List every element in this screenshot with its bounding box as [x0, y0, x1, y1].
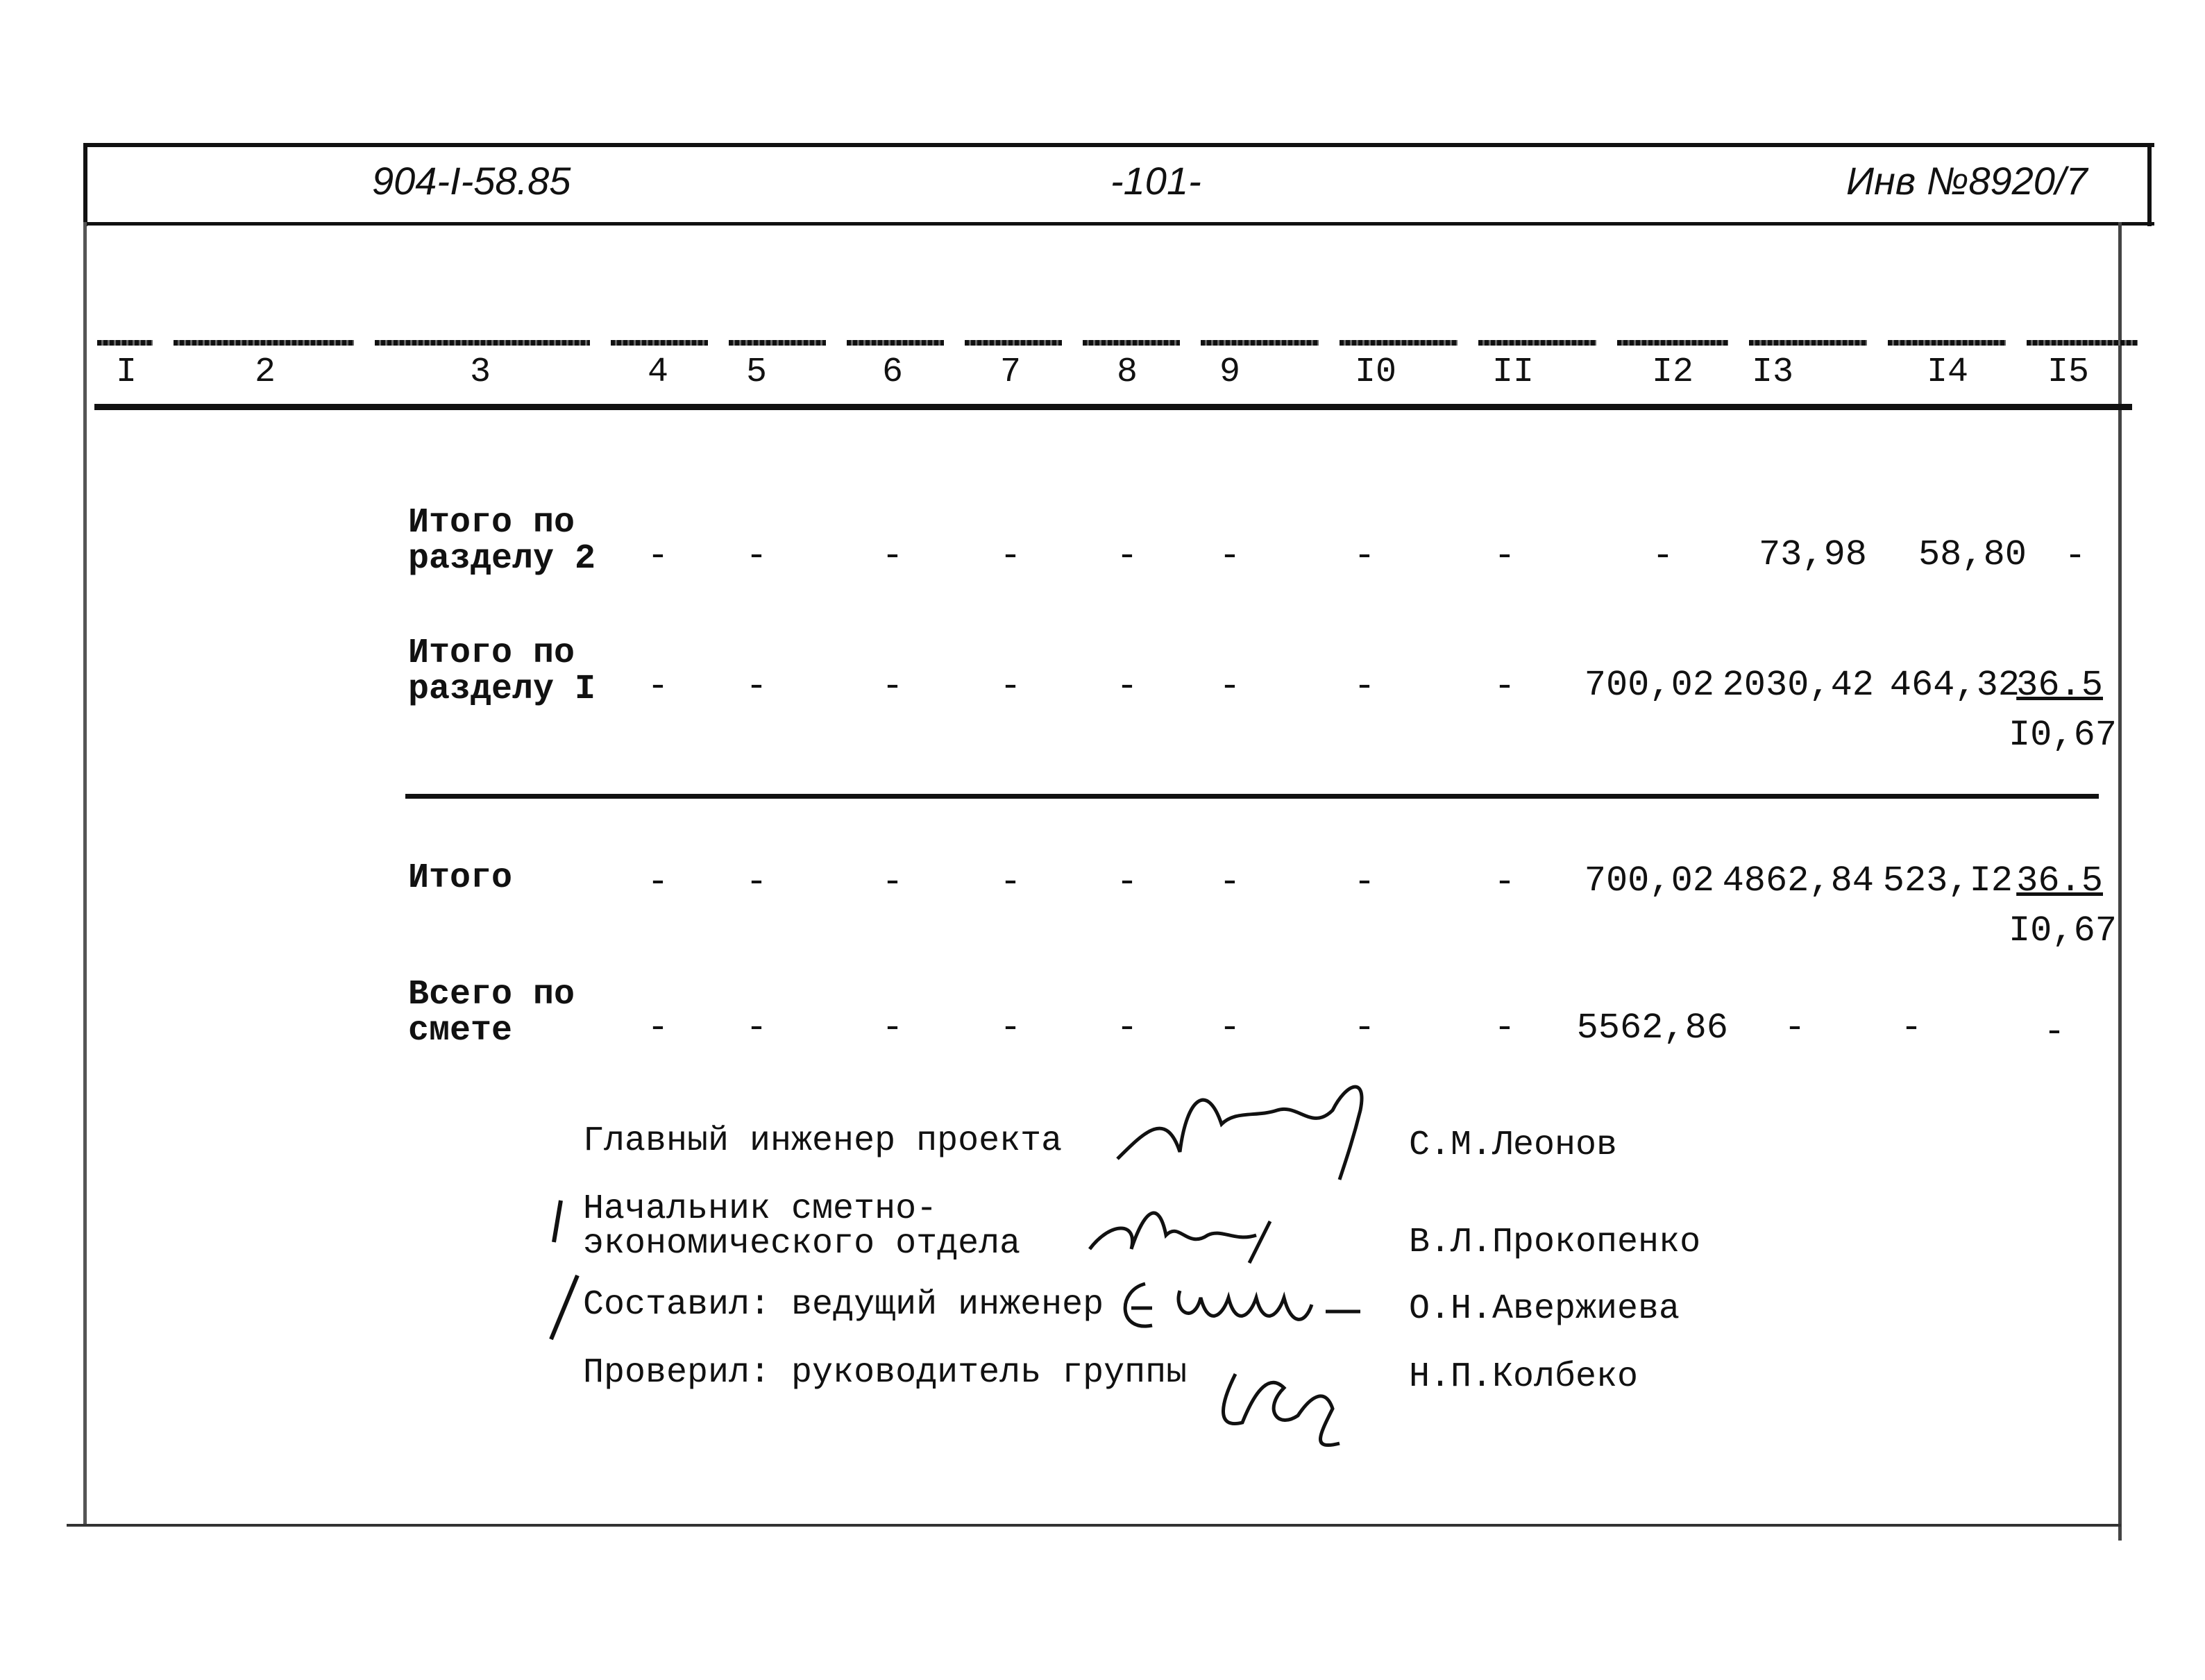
column-header-mark [1749, 340, 1867, 346]
column-header-mark [611, 340, 708, 346]
table-cell: - [1353, 666, 1376, 707]
column-number: 8 [1116, 353, 1138, 392]
column-header-mark [847, 340, 944, 346]
table-cell: - [647, 666, 669, 707]
signature-scribble [1104, 1069, 1395, 1187]
table-cell: - [881, 666, 904, 707]
table-cell: - [1116, 1008, 1138, 1049]
signature-name: О.Н.Авержиева [1409, 1289, 1680, 1329]
doc-code: 904-I-58.85 [372, 159, 571, 203]
column-header-mark [1201, 340, 1319, 346]
table-cell: - [745, 536, 768, 577]
column-number: 2 [254, 353, 276, 392]
table-cell: 700,02 [1584, 665, 1714, 706]
table-cell: - [1116, 666, 1138, 707]
table-cell: - [1784, 1008, 1806, 1049]
subtotal-rule [405, 794, 2099, 799]
column-number: 6 [881, 353, 903, 392]
table-cell: - [999, 536, 1022, 577]
column-header-mark [2027, 340, 2138, 346]
fraction-numerator: 36.5 [2016, 860, 2103, 901]
signature-scribble [1208, 1346, 1374, 1457]
column-number: I3 [1751, 353, 1793, 392]
table-cell: - [999, 1008, 1022, 1049]
table-cell: - [999, 666, 1022, 707]
column-number: 4 [647, 353, 668, 392]
table-cell: - [1900, 1008, 1923, 1049]
row-label: Итого по разделу I [408, 634, 596, 709]
column-number: I0 [1354, 353, 1396, 392]
header-divider [83, 222, 2154, 226]
signature-name: Н.П.Колбеко [1409, 1357, 1639, 1397]
table-cell: - [647, 536, 669, 577]
column-number: 3 [469, 353, 491, 392]
column-number: I5 [2047, 353, 2089, 392]
signature-role: Начальник сметно- экономического отдела [583, 1189, 1021, 1264]
column-header-mark [1340, 340, 1458, 346]
table-cell: - [647, 1008, 669, 1049]
table-cell: 73,98 [1758, 534, 1867, 575]
table-cell: 5562,86 [1576, 1008, 1728, 1049]
table-cell: - [999, 862, 1022, 903]
column-number: 5 [745, 353, 767, 392]
row-label: Итого по разделу 2 [408, 503, 596, 579]
table-cell: - [2043, 1012, 2065, 1053]
column-header-mark [965, 340, 1062, 346]
table-cell: - [1494, 862, 1516, 903]
signature-name: С.М.Леонов [1409, 1126, 1618, 1165]
table-cell: 523,I2 [1882, 860, 2013, 901]
table-cell: - [1219, 666, 1241, 707]
column-header-rule [94, 404, 2132, 410]
margin-mark [541, 1270, 583, 1346]
column-number: 9 [1219, 353, 1240, 392]
table-cell: - [1353, 1008, 1376, 1049]
frame-top-border [83, 143, 2154, 147]
column-number: I4 [1926, 353, 1968, 392]
frame-left-border-lower [83, 222, 87, 1527]
table-cell: - [881, 536, 904, 577]
column-number: I2 [1651, 353, 1693, 392]
table-cell: 58,80 [1918, 534, 2027, 575]
column-header-mark [729, 340, 826, 346]
frame-right-border [2147, 143, 2152, 226]
column-number: I [115, 353, 137, 392]
frame-right-border-lower [2118, 222, 2122, 1541]
table-cell: - [745, 1008, 768, 1049]
column-header-mark [1617, 340, 1728, 346]
column-number: II [1492, 353, 1534, 392]
table-cell: - [1494, 1008, 1516, 1049]
table-cell: - [1652, 536, 1674, 577]
signature-role: Проверил: руководитель группы [583, 1353, 1188, 1393]
fraction-denominator: I0,67 [2008, 910, 2117, 951]
table-cell: - [1116, 536, 1138, 577]
frame-left-border [83, 143, 87, 226]
row-label: Итого [408, 858, 513, 898]
column-header-mark [1083, 340, 1180, 346]
table-cell: - [881, 862, 904, 903]
column-header-mark [174, 340, 354, 346]
table-cell: - [1219, 1008, 1241, 1049]
signature-role: Главный инженер проекта [583, 1121, 1063, 1161]
column-number: 7 [999, 353, 1021, 392]
signature-scribble [1083, 1194, 1312, 1270]
inventory-number: Инв №8920/7 [1846, 159, 2088, 203]
table-cell: - [1353, 862, 1376, 903]
signature-name: В.Л.Прокопенко [1409, 1223, 1701, 1262]
table-cell: - [1219, 862, 1241, 903]
table-cell: - [647, 862, 669, 903]
signature-role: Составил: ведущий инженер [583, 1285, 1104, 1325]
column-header-mark [1478, 340, 1596, 346]
signature-scribble [1110, 1270, 1374, 1346]
page-number: -101- [1110, 159, 1201, 203]
column-header-mark [375, 340, 590, 346]
table-cell: - [1494, 536, 1516, 577]
table-cell: - [1219, 536, 1241, 577]
table-cell: 4862,84 [1722, 860, 1874, 901]
row-label: Всего по смете [408, 975, 575, 1051]
fraction-numerator: 36.5 [2016, 665, 2103, 706]
column-header-mark [1888, 340, 2006, 346]
table-cell: - [2064, 536, 2086, 577]
table-cell: - [881, 1008, 904, 1049]
fraction-denominator: I0,67 [2008, 715, 2117, 756]
table-cell: - [1494, 666, 1516, 707]
frame-bottom-border [67, 1524, 2121, 1527]
table-cell: 2030,42 [1722, 665, 1874, 706]
table-cell: 464,32 [1889, 665, 2020, 706]
table-cell: 700,02 [1584, 860, 1714, 901]
table-cell: - [1116, 862, 1138, 903]
table-cell: - [745, 666, 768, 707]
table-cell: - [745, 862, 768, 903]
column-header-mark [97, 340, 153, 346]
table-cell: - [1353, 536, 1376, 577]
